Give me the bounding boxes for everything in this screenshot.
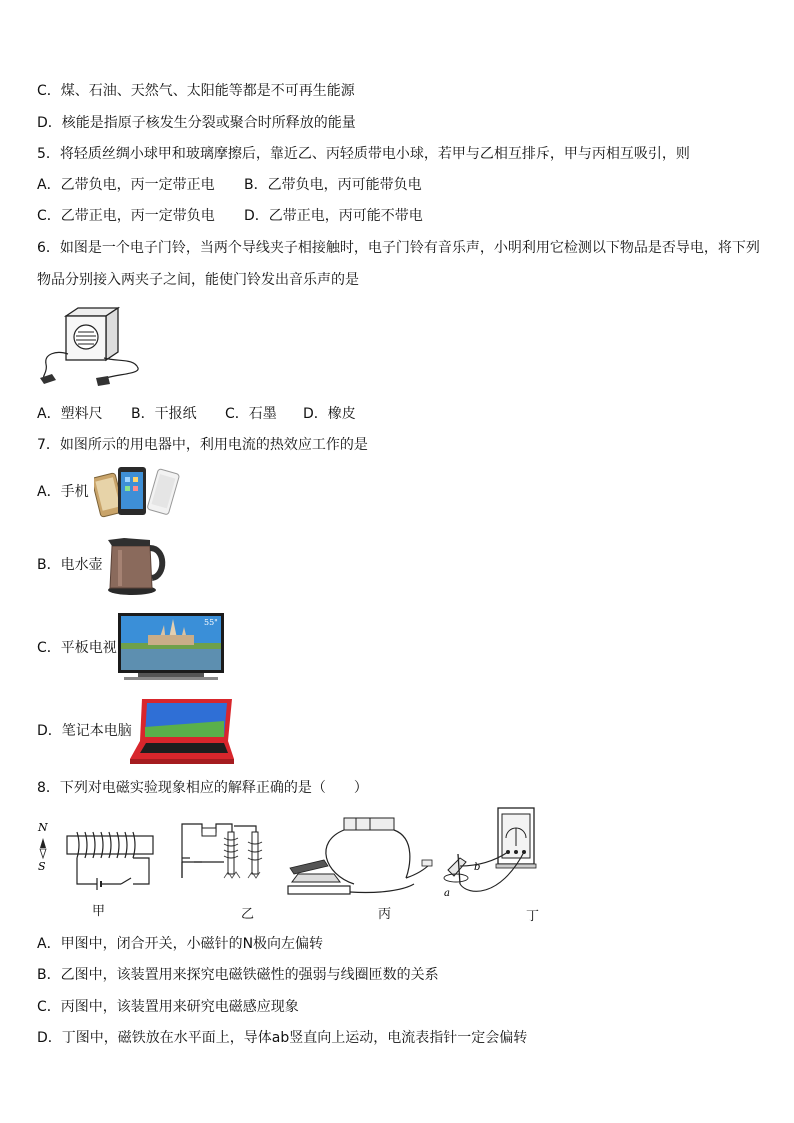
right-clip-icon [96, 376, 110, 386]
q6-option-c[interactable]: C．石墨 [225, 406, 277, 422]
magnet-icon [292, 874, 340, 882]
q4-option-d: D．核能是指原子核发生分裂或聚合时所释放的能量 [37, 115, 356, 131]
q8-stem: 8．下列对电磁实验现象相应的解释正确的是（ ） [37, 780, 368, 796]
fig-label-bing: 丙 [378, 907, 392, 922]
q5-stem: 5．将轻质丝绸小球甲和玻璃摩擦后，靠近乙、丙轻质带电小球，若甲与乙相互排斥，甲与丙相互吸引，则 [37, 146, 690, 162]
left-clip-icon [40, 374, 56, 384]
switch-icon [422, 860, 432, 866]
q7-option-a[interactable]: A．手机 [37, 484, 89, 500]
q8-option-c[interactable]: C．丙图中，该装置用来研究电磁感应现象 [37, 999, 299, 1015]
q7-option-d[interactable]: D．笔记本电脑 [37, 723, 132, 739]
doorbell-figure [38, 304, 143, 390]
figure-jia-solenoid [37, 818, 157, 894]
battery-icon [344, 818, 394, 830]
magnet-icon [448, 858, 466, 876]
compass-s-label: S [38, 860, 46, 873]
nail-core-1 [228, 832, 234, 874]
switch-icon [121, 878, 131, 884]
figure-ding-galvanometer [440, 806, 540, 904]
wire-a-label: a [444, 888, 450, 899]
laptop-image [128, 697, 238, 767]
compass-needle-icon [40, 838, 46, 848]
q6-option-b[interactable]: B．干报纸 [131, 406, 197, 422]
base-plate [288, 886, 350, 894]
tv-image [118, 613, 226, 681]
rheostat-icon [202, 828, 216, 836]
q8-option-b[interactable]: B．乙图中，该装置用来探究电磁铁磁性的强弱与线圈匝数的关系 [37, 967, 439, 983]
phones-image [94, 465, 182, 519]
q7-option-c[interactable]: C．平板电视 [37, 640, 117, 656]
q6-option-d[interactable]: D．橡皮 [303, 406, 356, 422]
doorbell-box [66, 308, 118, 360]
q6-option-a[interactable]: A．塑料尺 [37, 406, 103, 422]
wire-b-label: b [474, 862, 481, 873]
fig-label-ding: 丁 [526, 909, 540, 924]
fig-label-jia: 甲 [92, 904, 106, 919]
q8-option-d[interactable]: D．丁图中，磁铁放在水平面上，导体ab竖直向上运动，电流表指针一定会偏转 [37, 1030, 528, 1046]
q6-stem-line1: 6．如图是一个电子门铃，当两个导线夹子相接触时，电子门铃有音乐声，小明利用它检测以下物品是否导电，将下列 [37, 240, 760, 256]
q5-option-b[interactable]: B．乙带负电，丙可能带负电 [244, 177, 422, 193]
q7-option-b[interactable]: B．电水壶 [37, 557, 103, 573]
q4-option-c: C．煤、石油、天然气、太阳能等都是不可再生能源 [37, 83, 355, 99]
kettle-image [104, 532, 170, 596]
figure-yi-electromagnets [172, 818, 268, 894]
left-wire [44, 352, 68, 378]
q5-option-c[interactable]: C．乙带正电，丙一定带负电 [37, 208, 215, 224]
nail-core-2 [252, 832, 258, 874]
fig-label-yi: 乙 [241, 907, 255, 922]
q6-stem-line2: 物品分别接入两夹子之间，能使门铃发出音乐声的是 [37, 272, 359, 288]
q5-option-d[interactable]: D．乙带正电，丙可能不带电 [244, 208, 423, 224]
q7-stem: 7．如图所示的用电器中，利用电流的热效应工作的是 [37, 437, 368, 453]
q5-option-a[interactable]: A．乙带负电，丙一定带正电 [37, 177, 215, 193]
q8-option-a[interactable]: A．甲图中，闭合开关，小磁针的N极向左偏转 [37, 936, 324, 952]
figure-bing-motor [284, 812, 436, 898]
right-wire [104, 358, 138, 378]
compass-n-label: N [38, 821, 48, 834]
tv-size-label: 55" [204, 618, 218, 627]
